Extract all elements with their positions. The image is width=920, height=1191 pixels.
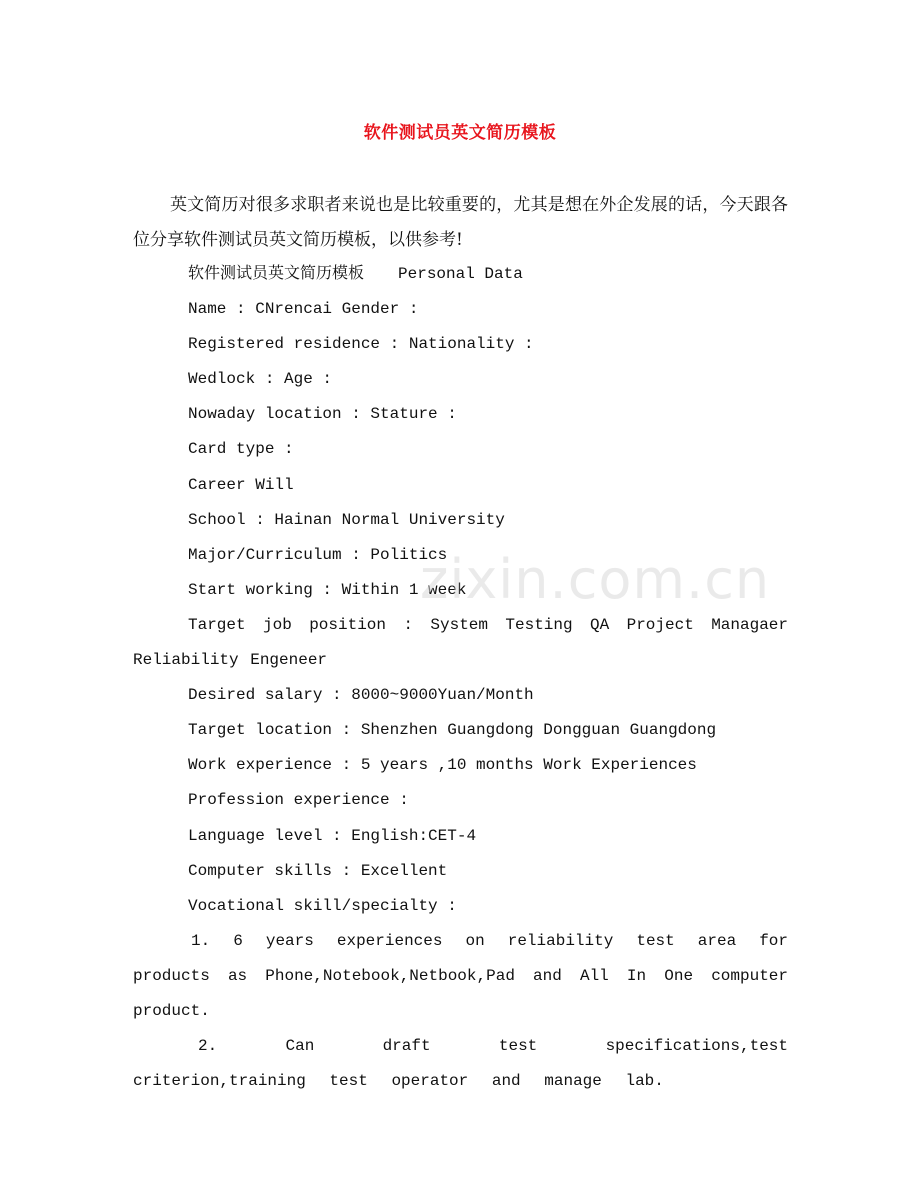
heading-cn: 软件测试员英文简历模板 [188,263,365,282]
field-work-experience: Work experience : 5 years ,10 months Work Experiences [188,756,697,775]
field-target-location: Target location : Shenzhen Guangdong Dongguan Guangdong [188,721,717,740]
field-profession-experience: Profession experience : [188,791,409,810]
field-location-stature: Nowaday location : Stature : [188,405,457,424]
intro-paragraph: 英文简历对很多求职者来说也是比较重要的，尤其是想在外企发展的话，今天跟各位分享软件测试员英文简历模板，以供参考! [133,195,788,250]
field-desired-salary: Desired salary : 8000~9000Yuan/Month [188,686,534,705]
field-vocational-skill: Vocational skill/specialty : [188,896,457,915]
field-major: Major/Curriculum : Politics [188,545,448,564]
section-heading [133,255,788,292]
field-residence-nationality: Registered residence : Nationality : [188,335,534,354]
field-school: School : Hainan Normal University [188,510,505,529]
heading-en: Personal Data [398,265,523,283]
field-language-level: Language level : English:CET-4 [188,826,477,845]
field-target-job: Target job position : System Testing QA Project Managaer Reliability Engeneer [133,615,788,670]
field-start-working: Start working : Within 1 week [188,580,467,599]
skill-item-2: 2. Can draft test specifications,test criterion,training test operator and manage lab. [133,1037,788,1091]
career-will-heading: Career Will [188,475,294,494]
field-computer-skills: Computer skills : Excellent [188,861,448,880]
field-name-gender: Name : CNrencai Gender : [188,300,419,319]
field-card-type: Card type : [188,440,294,459]
document-title: 软件测试员英文简历模板 [363,123,557,143]
field-wedlock-age: Wedlock : Age : [188,370,333,389]
resume-body [133,255,788,1099]
watermark-text: zixin.com.cn [420,548,771,611]
skill-item-1: 1. 6 years experiences on reliability test area for products as Phone,Notebook,Netbook,Pad and All In One computer product. [133,931,788,1020]
